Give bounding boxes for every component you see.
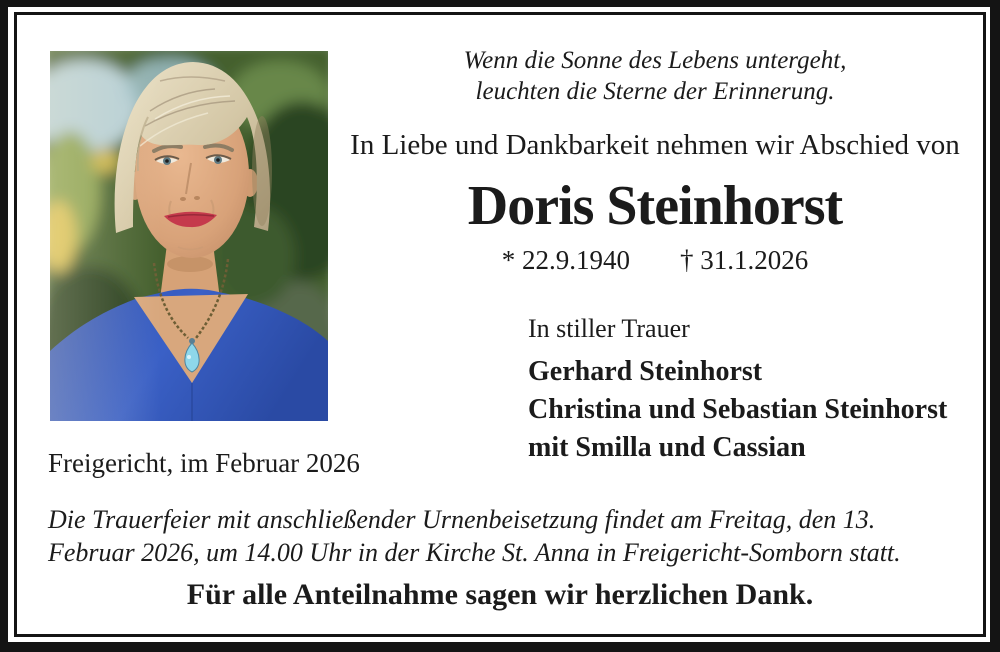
outer-frame-top: [0, 0, 1000, 7]
mourning-heading: In stiller Trauer: [528, 314, 690, 343]
life-dates: [340, 245, 970, 276]
place-and-date: Freigericht, im Februar 2026: [48, 448, 360, 478]
outer-frame-bottom: [0, 642, 1000, 652]
mourner-name: mit Smilla und Cassian: [528, 432, 806, 463]
birth-date: * 22.9.1940: [501, 245, 630, 275]
farewell-intro: In Liebe und Dankbarkeit nehmen wir Abschied von: [350, 129, 960, 161]
mourner-name: Gerhard Steinhorst: [528, 356, 763, 387]
thanks-line: Für alle Anteilnahme sagen wir herzlichen Dank.: [186, 578, 814, 611]
funeral-details: Die Trauerfeier mit anschließender Urnenbeisetzung findet am Freitag, den 13. Februar 2026, um 14.00 Uhr in der Kirche St. Anna in Freigericht-Somborn statt.: [48, 505, 901, 567]
mourning-block: [528, 314, 947, 467]
outer-frame-left: [0, 0, 8, 652]
death-date: † 31.1.2026: [680, 245, 809, 275]
deceased-name: Doris Steinhorst: [467, 175, 843, 237]
epigraph-line2: leuchten die Sterne der Erinnerung.: [475, 78, 835, 105]
outer-frame-right: [990, 0, 1000, 652]
epigraph: [352, 45, 958, 107]
mourner-name: Christina und Sebastian Steinhorst: [528, 394, 948, 425]
portrait-photo: [50, 51, 328, 421]
epigraph-line1: Wenn die Sonne des Lebens untergeht,: [463, 47, 847, 74]
